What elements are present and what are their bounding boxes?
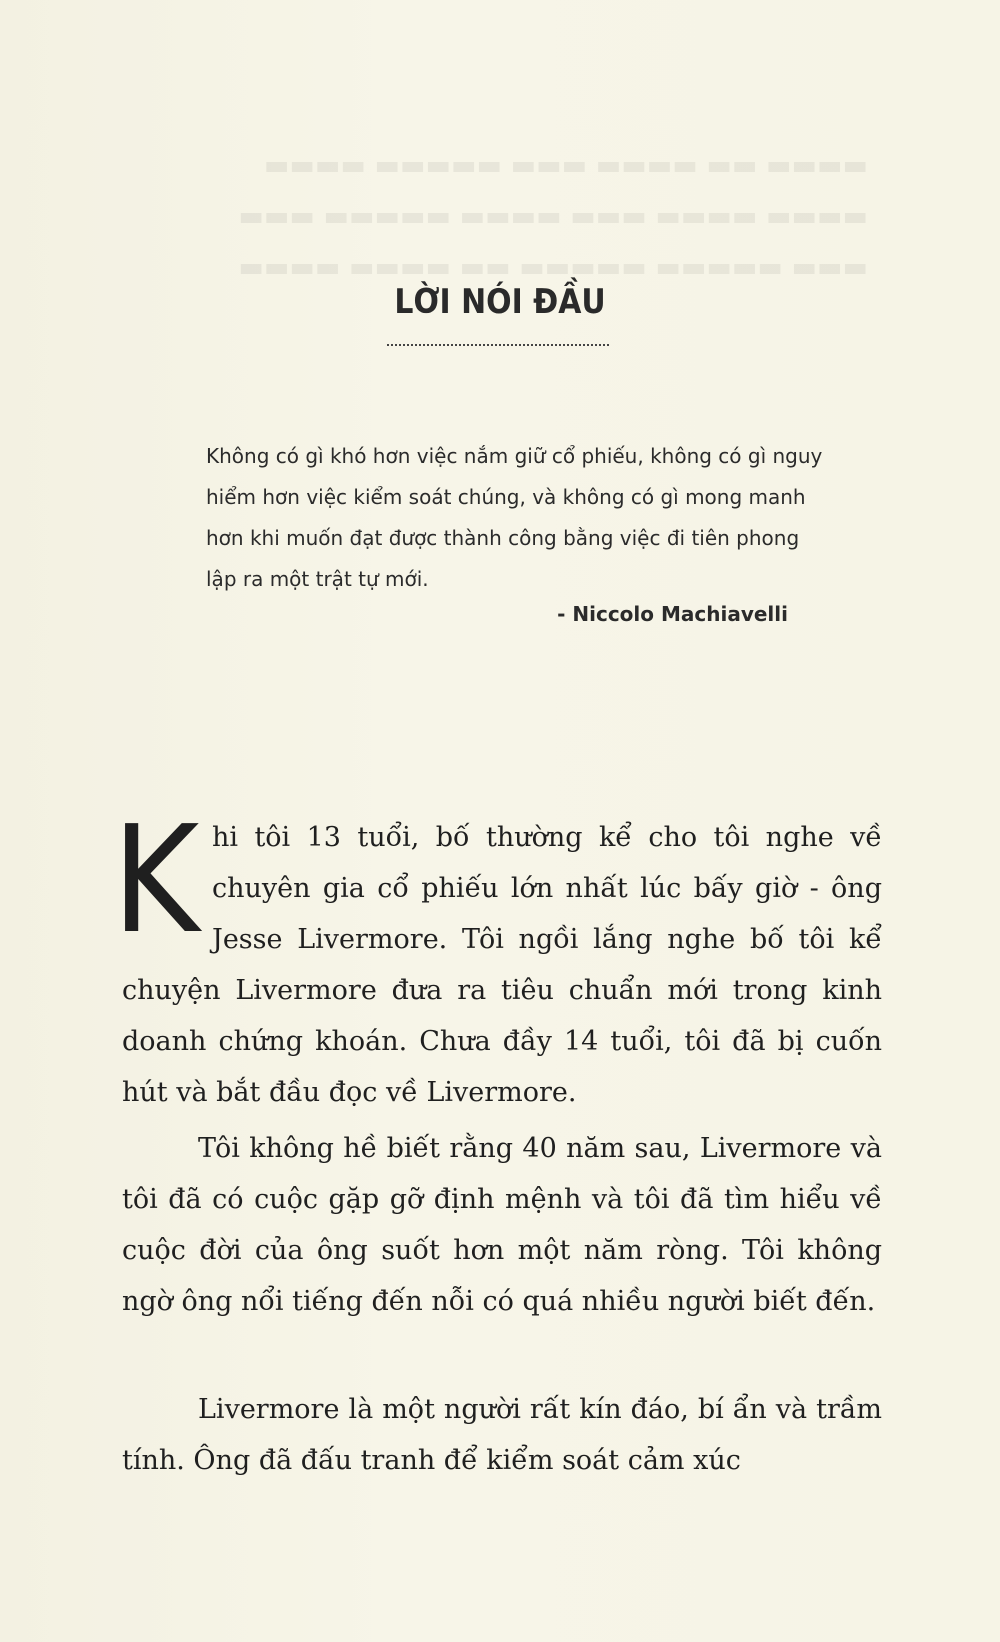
bleed-through-texture: ▬▬▬▬ ▬▬ ▬▬▬▬ ▬▬▬ ▬▬▬▬▬ ▬▬▬▬ ▬▬▬▬ ▬▬▬▬ ▬▬▬ ▬▬▬▬ ▬▬▬▬▬ ▬▬▬ ▬▬▬ ▬▬▬▬▬ ▬▬▬▬▬ ▬▬ ▬▬▬▬ ▬▬▬▬ xyxy=(238,150,868,283)
body-paragraph-1 xyxy=(122,812,882,1118)
title-dotted-underline xyxy=(387,344,609,346)
epigraph-quote xyxy=(206,436,826,600)
paragraph-1-text: hi tôi 13 tuổi, bố thường kể cho tôi nghe về chuyên gia cổ phiếu lớn nhất lúc bấy giờ - ông Jesse Livermore. Tôi ngồi lắng nghe bố tôi kể chuyện Livermore đưa ra tiêu chuẩn mới trong kinh doanh chứng khoán. Chưa đầy 14 tuổi, tôi đã bị cuốn hút và bắt đầu đọc về Livermore. xyxy=(122,822,882,1108)
drop-cap: K xyxy=(112,794,200,966)
body-paragraph-2: Tôi không hề biết rằng 40 năm sau, Livermore và tôi đã có cuộc gặp gỡ định mệnh và tôi đã tìm hiểu về cuộc đời của ông suốt hơn một năm ròng. Tôi không ngờ ông nổi tiếng đến nỗi có quá nhiều người biết đến. xyxy=(122,1133,882,1317)
page-title: LỜI NÓI ĐẦU xyxy=(394,282,606,322)
body-paragraph-3: Livermore là một người rất kín đáo, bí ẩn và trầm tính. Ông đã đấu tranh để kiểm soát cảm xúc xyxy=(122,1394,882,1476)
epigraph-author: - Niccolo Machiavelli xyxy=(557,602,788,626)
epigraph-text: Không có gì khó hơn việc nắm giữ cổ phiếu, không có gì nguy hiểm hơn việc kiểm soát chúng, và không có gì mong manh hơn khi muốn đạt được thành công bằng việc đi tiên phong lập ra một trật tự mới. xyxy=(206,444,823,591)
